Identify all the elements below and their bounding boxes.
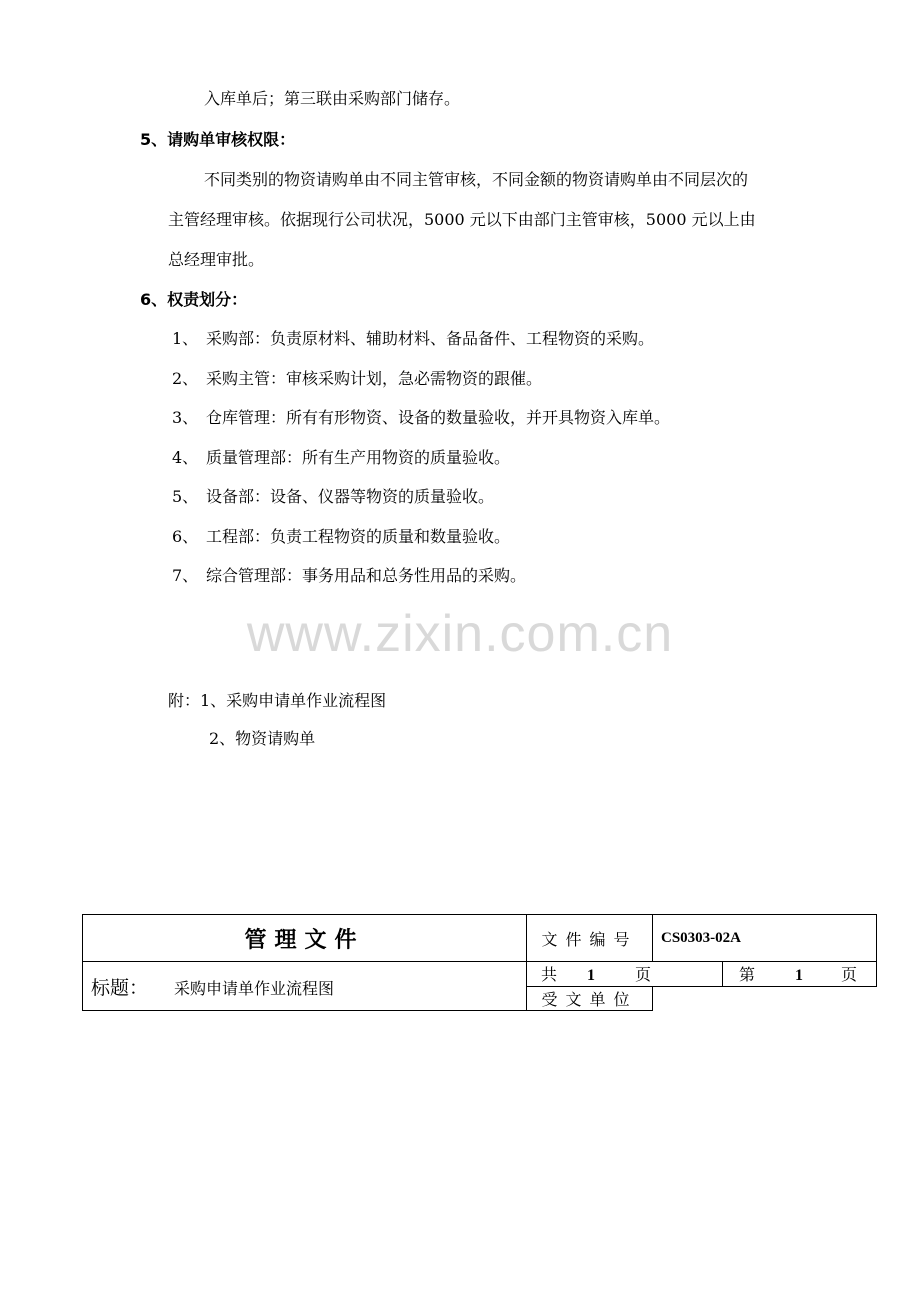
section5-para-line2: 主管经理审核。依据现行公司状况，5000 元以下由部门主管审核，5000 元以上由 [168, 210, 756, 229]
duty-item-text: 综合管理部：事务用品和总务性用品的采购。 [206, 566, 527, 585]
duty-item-text: 工程部：负责工程物资的质量和数量验收。 [206, 527, 511, 546]
receiver-value [653, 986, 877, 1011]
file-no-value: CS0303-02A [653, 915, 877, 962]
duty-item-number: 5、 [172, 487, 199, 506]
page-prefix: 第 [739, 965, 756, 985]
duty-item-text: 仓库管理：所有有形物资、设备的数量验收，并开具物资入库单。 [206, 408, 671, 427]
total-pages-cell [527, 962, 723, 987]
current-page-cell [723, 962, 877, 987]
total-pages: 1 [587, 967, 595, 985]
document-info-table [82, 914, 877, 1011]
duty-item-text: 采购主管：审核采购计划，急必需物资的跟催。 [206, 369, 543, 388]
duty-item [172, 448, 510, 468]
attachment-line1: 附：1、采购申请单作业流程图 [168, 691, 387, 710]
section5-para-line1: 不同类别的物资请购单由不同主管审核，不同金额的物资请购单由不同层次的 [204, 170, 749, 189]
page-number: 1 [795, 967, 803, 985]
subject-label: 标题： [91, 976, 149, 999]
duty-item [172, 408, 670, 428]
duty-item-number: 6、 [172, 527, 199, 546]
receiver-label: 受文单位 [527, 986, 653, 1011]
duty-item-number: 7、 [172, 566, 199, 585]
total-suffix: 页 [635, 965, 652, 985]
duty-item [172, 329, 654, 349]
duty-item-text: 设备部：设备、仪器等物资的质量验收。 [206, 487, 495, 506]
watermark: www.zixin.com.cn [246, 605, 674, 663]
duty-item [172, 527, 510, 547]
doc-title: 管理文件 [83, 915, 527, 962]
continuation-text: 入库单后；第三联由采购部门储存。 [204, 89, 461, 108]
file-no-label: 文件编号 [527, 915, 653, 962]
duty-item [172, 566, 526, 586]
duty-item-text: 质量管理部：所有生产用物资的质量验收。 [206, 448, 511, 467]
section6-heading: 6、权责划分： [140, 290, 248, 309]
section5-para-line3: 总经理审批。 [168, 250, 265, 269]
subject-value: 采购申请单作业流程图 [174, 978, 335, 998]
duty-item-number: 4、 [172, 448, 199, 467]
section5-heading: 5、请购单审核权限： [140, 130, 296, 149]
subject-cell [83, 962, 527, 1011]
page-suffix: 页 [841, 965, 858, 985]
duty-item-number: 3、 [172, 408, 199, 427]
duty-item-number: 1、 [172, 329, 199, 348]
attachment-line2: 2、物资请购单 [209, 729, 316, 748]
total-prefix: 共 [541, 965, 558, 985]
duty-item-number: 2、 [172, 369, 199, 388]
duty-item-text: 采购部：负责原材料、辅助材料、备品备件、工程物资的采购。 [206, 329, 655, 348]
duty-item [172, 369, 542, 389]
duty-item [172, 487, 494, 507]
